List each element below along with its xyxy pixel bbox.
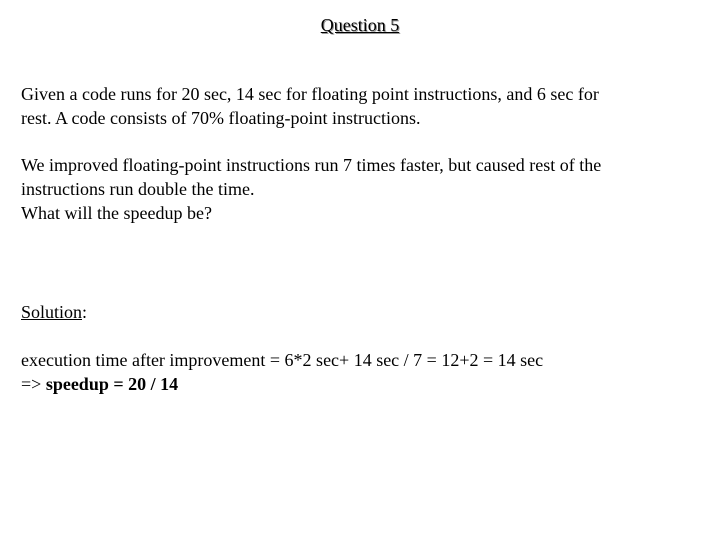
problem-line-4: instructions run double the time.	[21, 179, 255, 199]
solution-arrow: =>	[21, 374, 46, 394]
speedup-result: speedup = 20 / 14	[45, 374, 179, 394]
question-title: Question 5	[320, 15, 400, 35]
solution-line-1: execution time after improvement = 6*2 sec+ 14 sec / 7 = 12+2 = 14 sec	[21, 350, 544, 370]
solution-body	[21, 348, 701, 396]
problem-statement	[21, 82, 701, 130]
solution-label: Solution	[21, 302, 83, 322]
problem-question: What will the speedup be?	[21, 203, 212, 223]
solution-heading	[21, 300, 701, 324]
problem-line-2: rest. A code consists of 70% floating-point instructions.	[21, 108, 421, 128]
problem-line-1: Given a code runs for 20 sec, 14 sec for floating point instructions, and 6 sec for	[21, 84, 599, 104]
solution-colon: :	[82, 302, 88, 322]
problem-line-3: We improved floating-point instructions run 7 times faster, but caused rest of the	[21, 155, 602, 175]
problem-improvement	[21, 153, 701, 225]
